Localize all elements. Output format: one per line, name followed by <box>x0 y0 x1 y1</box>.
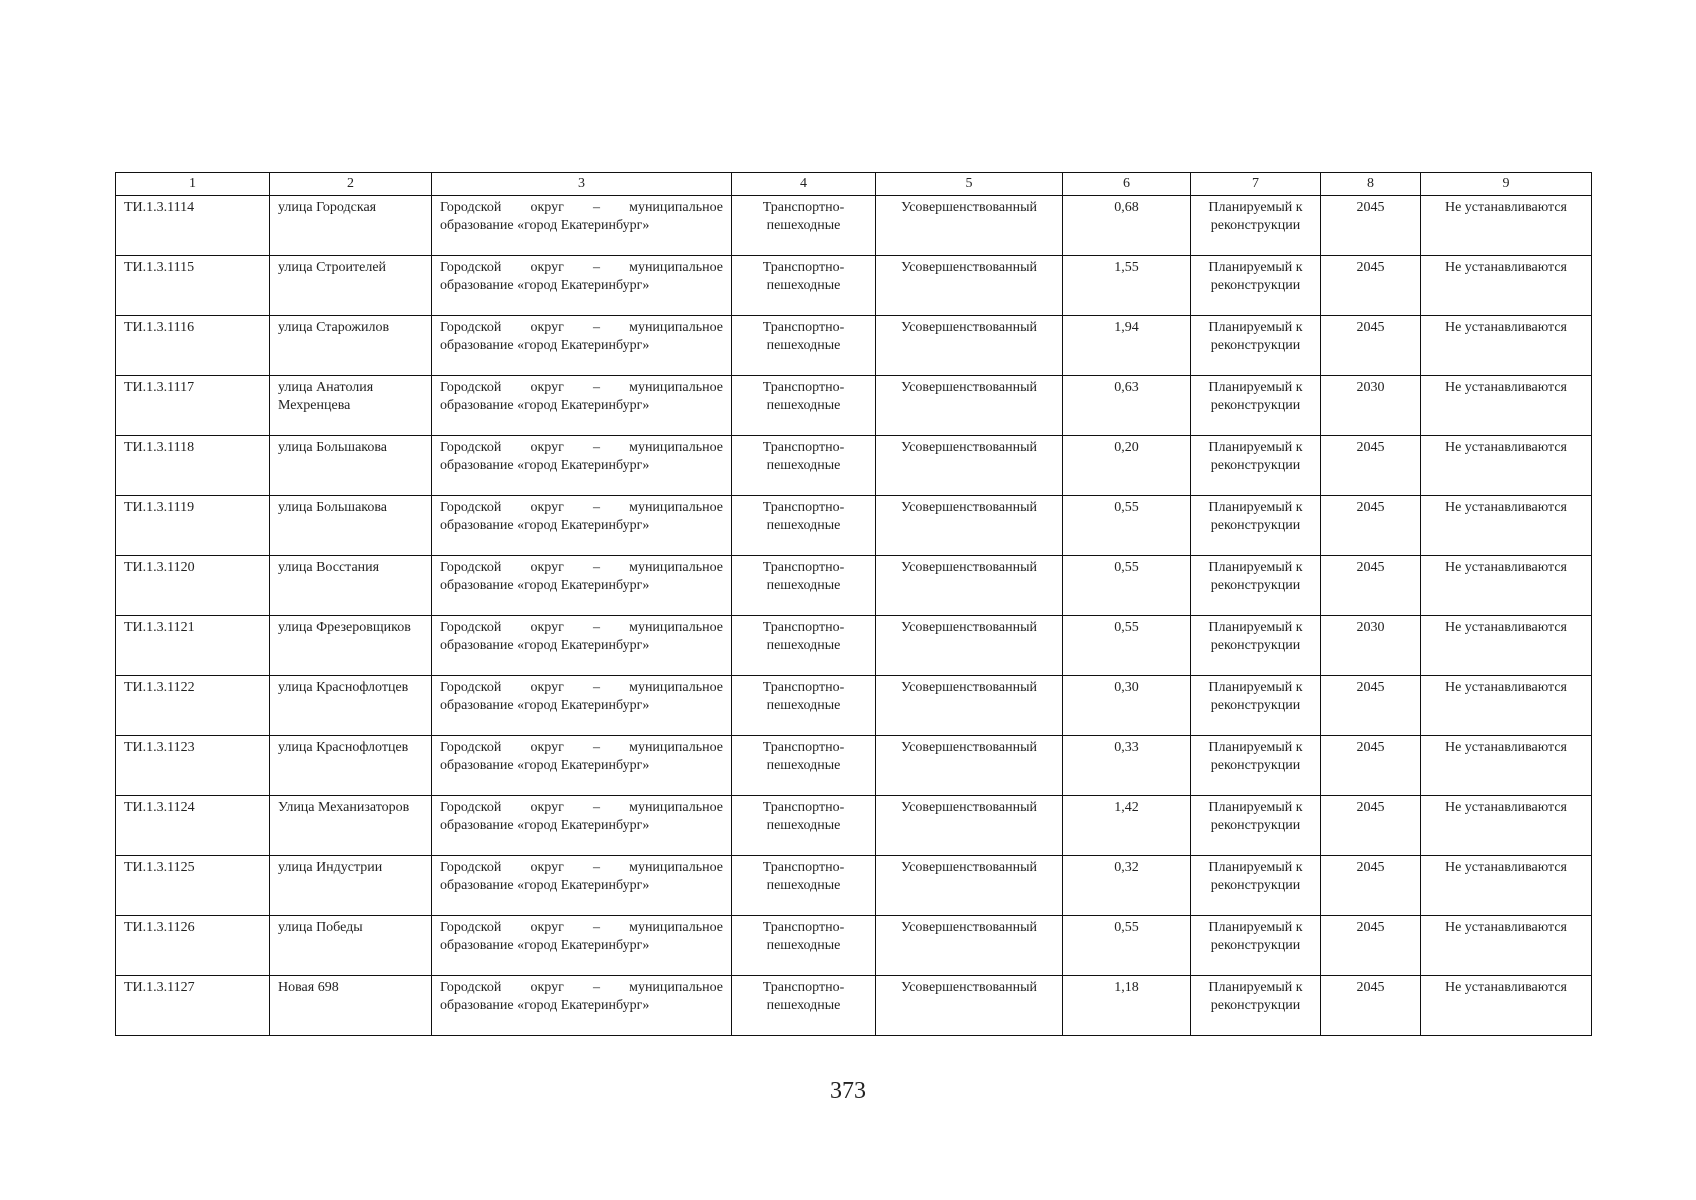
table-row <box>116 376 1592 436</box>
surface-type-cell: Усовершенствованный <box>876 316 1063 376</box>
object-name-cell: улица Фрезеровщиков <box>270 616 432 676</box>
zones-cell: Не устанавливаются <box>1421 676 1592 736</box>
year-cell: 2045 <box>1321 976 1421 1036</box>
length-cell: 0,55 <box>1063 916 1191 976</box>
object-id-cell: ТИ.1.3.1122 <box>116 676 270 736</box>
table-row <box>116 796 1592 856</box>
table-row <box>116 556 1592 616</box>
zones-cell: Не устанавливаются <box>1421 436 1592 496</box>
road-type-cell: Транспортно-пешеходные <box>732 976 876 1036</box>
surface-type-cell: Усовершенствованный <box>876 616 1063 676</box>
status-cell: Планируемый к реконструкции <box>1191 496 1321 556</box>
municipality-cell: Городской округ – муниципальное образование «город Екатеринбург» <box>432 856 732 916</box>
object-name-cell: Улица Механизаторов <box>270 796 432 856</box>
road-type-cell: Транспортно-пешеходные <box>732 556 876 616</box>
municipality-cell: Городской округ – муниципальное образование «город Екатеринбург» <box>432 316 732 376</box>
length-cell: 0,33 <box>1063 736 1191 796</box>
object-id-cell: ТИ.1.3.1121 <box>116 616 270 676</box>
surface-type-cell: Усовершенствованный <box>876 796 1063 856</box>
zones-cell: Не устанавливаются <box>1421 736 1592 796</box>
road-type-cell: Транспортно-пешеходные <box>732 736 876 796</box>
table-row <box>116 676 1592 736</box>
column-header: 1 <box>116 173 270 196</box>
length-cell: 1,18 <box>1063 976 1191 1036</box>
length-cell: 0,63 <box>1063 376 1191 436</box>
object-name-cell: улица Победы <box>270 916 432 976</box>
year-cell: 2030 <box>1321 616 1421 676</box>
zones-cell: Не устанавливаются <box>1421 196 1592 256</box>
object-id-cell: ТИ.1.3.1120 <box>116 556 270 616</box>
object-id-cell: ТИ.1.3.1114 <box>116 196 270 256</box>
length-cell: 1,42 <box>1063 796 1191 856</box>
municipality-cell: Городской округ – муниципальное образование «город Екатеринбург» <box>432 556 732 616</box>
status-cell: Планируемый к реконструкции <box>1191 616 1321 676</box>
road-type-cell: Транспортно-пешеходные <box>732 316 876 376</box>
road-type-cell: Транспортно-пешеходные <box>732 676 876 736</box>
object-name-cell: улица Краснофлотцев <box>270 736 432 796</box>
column-header: 3 <box>432 173 732 196</box>
table-body <box>116 196 1592 1036</box>
municipality-cell: Городской округ – муниципальное образование «город Екатеринбург» <box>432 376 732 436</box>
header-row <box>116 173 1592 196</box>
object-id-cell: ТИ.1.3.1124 <box>116 796 270 856</box>
surface-type-cell: Усовершенствованный <box>876 556 1063 616</box>
zones-cell: Не устанавливаются <box>1421 796 1592 856</box>
object-id-cell: ТИ.1.3.1116 <box>116 316 270 376</box>
year-cell: 2045 <box>1321 736 1421 796</box>
zones-cell: Не устанавливаются <box>1421 316 1592 376</box>
column-header: 4 <box>732 173 876 196</box>
column-header: 7 <box>1191 173 1321 196</box>
municipality-cell: Городской округ – муниципальное образование «город Екатеринбург» <box>432 616 732 676</box>
status-cell: Планируемый к реконструкции <box>1191 376 1321 436</box>
surface-type-cell: Усовершенствованный <box>876 196 1063 256</box>
municipality-cell: Городской округ – муниципальное образование «город Екатеринбург» <box>432 256 732 316</box>
surface-type-cell: Усовершенствованный <box>876 376 1063 436</box>
object-name-cell: улица Строителей <box>270 256 432 316</box>
municipality-cell: Городской округ – муниципальное образование «город Екатеринбург» <box>432 976 732 1036</box>
surface-type-cell: Усовершенствованный <box>876 496 1063 556</box>
object-id-cell: ТИ.1.3.1118 <box>116 436 270 496</box>
year-cell: 2045 <box>1321 676 1421 736</box>
road-type-cell: Транспортно-пешеходные <box>732 196 876 256</box>
zones-cell: Не устанавливаются <box>1421 856 1592 916</box>
municipality-cell: Городской округ – муниципальное образование «город Екатеринбург» <box>432 796 732 856</box>
zones-cell: Не устанавливаются <box>1421 976 1592 1036</box>
municipality-cell: Городской округ – муниципальное образование «город Екатеринбург» <box>432 916 732 976</box>
surface-type-cell: Усовершенствованный <box>876 976 1063 1036</box>
road-type-cell: Транспортно-пешеходные <box>732 856 876 916</box>
object-id-cell: ТИ.1.3.1119 <box>116 496 270 556</box>
status-cell: Планируемый к реконструкции <box>1191 556 1321 616</box>
municipality-cell: Городской округ – муниципальное образование «город Екатеринбург» <box>432 496 732 556</box>
municipality-cell: Городской округ – муниципальное образование «город Екатеринбург» <box>432 676 732 736</box>
zones-cell: Не устанавливаются <box>1421 496 1592 556</box>
surface-type-cell: Усовершенствованный <box>876 676 1063 736</box>
year-cell: 2045 <box>1321 856 1421 916</box>
municipality-cell: Городской округ – муниципальное образование «город Екатеринбург» <box>432 436 732 496</box>
object-id-cell: ТИ.1.3.1125 <box>116 856 270 916</box>
year-cell: 2045 <box>1321 196 1421 256</box>
road-type-cell: Транспортно-пешеходные <box>732 436 876 496</box>
municipality-cell: Городской округ – муниципальное образование «город Екатеринбург» <box>432 196 732 256</box>
surface-type-cell: Усовершенствованный <box>876 736 1063 796</box>
year-cell: 2045 <box>1321 316 1421 376</box>
status-cell: Планируемый к реконструкции <box>1191 736 1321 796</box>
road-type-cell: Транспортно-пешеходные <box>732 496 876 556</box>
status-cell: Планируемый к реконструкции <box>1191 316 1321 376</box>
surface-type-cell: Усовершенствованный <box>876 856 1063 916</box>
object-name-cell: улица Краснофлотцев <box>270 676 432 736</box>
object-id-cell: ТИ.1.3.1123 <box>116 736 270 796</box>
object-name-cell: улица Анатолия Мехренцева <box>270 376 432 436</box>
column-header: 2 <box>270 173 432 196</box>
year-cell: 2030 <box>1321 376 1421 436</box>
year-cell: 2045 <box>1321 556 1421 616</box>
object-id-cell: ТИ.1.3.1126 <box>116 916 270 976</box>
road-type-cell: Транспортно-пешеходные <box>732 916 876 976</box>
status-cell: Планируемый к реконструкции <box>1191 256 1321 316</box>
table-row <box>116 196 1592 256</box>
object-name-cell: улица Городская <box>270 196 432 256</box>
year-cell: 2045 <box>1321 436 1421 496</box>
object-id-cell: ТИ.1.3.1127 <box>116 976 270 1036</box>
status-cell: Планируемый к реконструкции <box>1191 856 1321 916</box>
length-cell: 0,30 <box>1063 676 1191 736</box>
table-row <box>116 256 1592 316</box>
surface-type-cell: Усовершенствованный <box>876 916 1063 976</box>
table-row <box>116 436 1592 496</box>
road-type-cell: Транспортно-пешеходные <box>732 796 876 856</box>
page-number: 373 <box>830 1078 866 1104</box>
status-cell: Планируемый к реконструкции <box>1191 916 1321 976</box>
table-row <box>116 496 1592 556</box>
status-cell: Планируемый к реконструкции <box>1191 796 1321 856</box>
length-cell: 0,32 <box>1063 856 1191 916</box>
table-row <box>116 976 1592 1036</box>
zones-cell: Не устанавливаются <box>1421 556 1592 616</box>
object-id-cell: ТИ.1.3.1117 <box>116 376 270 436</box>
length-cell: 0,20 <box>1063 436 1191 496</box>
length-cell: 0,68 <box>1063 196 1191 256</box>
length-cell: 1,55 <box>1063 256 1191 316</box>
road-type-cell: Транспортно-пешеходные <box>732 616 876 676</box>
table-row <box>116 916 1592 976</box>
year-cell: 2045 <box>1321 916 1421 976</box>
length-cell: 0,55 <box>1063 496 1191 556</box>
municipality-cell: Городской округ – муниципальное образование «город Екатеринбург» <box>432 736 732 796</box>
year-cell: 2045 <box>1321 256 1421 316</box>
object-id-cell: ТИ.1.3.1115 <box>116 256 270 316</box>
column-header: 8 <box>1321 173 1421 196</box>
length-cell: 0,55 <box>1063 616 1191 676</box>
table-row <box>116 736 1592 796</box>
zones-cell: Не устанавливаются <box>1421 916 1592 976</box>
roads-table <box>115 172 1592 1036</box>
object-name-cell: улица Большакова <box>270 496 432 556</box>
object-name-cell: улица Большакова <box>270 436 432 496</box>
table-row <box>116 856 1592 916</box>
surface-type-cell: Усовершенствованный <box>876 436 1063 496</box>
column-header: 5 <box>876 173 1063 196</box>
year-cell: 2045 <box>1321 496 1421 556</box>
zones-cell: Не устанавливаются <box>1421 616 1592 676</box>
status-cell: Планируемый к реконструкции <box>1191 676 1321 736</box>
zones-cell: Не устанавливаются <box>1421 376 1592 436</box>
object-name-cell: улица Индустрии <box>270 856 432 916</box>
length-cell: 1,94 <box>1063 316 1191 376</box>
table-row <box>116 616 1592 676</box>
object-name-cell: улица Восстания <box>270 556 432 616</box>
status-cell: Планируемый к реконструкции <box>1191 436 1321 496</box>
year-cell: 2045 <box>1321 796 1421 856</box>
road-type-cell: Транспортно-пешеходные <box>732 256 876 316</box>
zones-cell: Не устанавливаются <box>1421 256 1592 316</box>
column-header: 9 <box>1421 173 1592 196</box>
status-cell: Планируемый к реконструкции <box>1191 976 1321 1036</box>
surface-type-cell: Усовершенствованный <box>876 256 1063 316</box>
road-type-cell: Транспортно-пешеходные <box>732 376 876 436</box>
table-row <box>116 316 1592 376</box>
column-header: 6 <box>1063 173 1191 196</box>
object-name-cell: улица Старожилов <box>270 316 432 376</box>
length-cell: 0,55 <box>1063 556 1191 616</box>
status-cell: Планируемый к реконструкции <box>1191 196 1321 256</box>
object-name-cell: Новая 698 <box>270 976 432 1036</box>
